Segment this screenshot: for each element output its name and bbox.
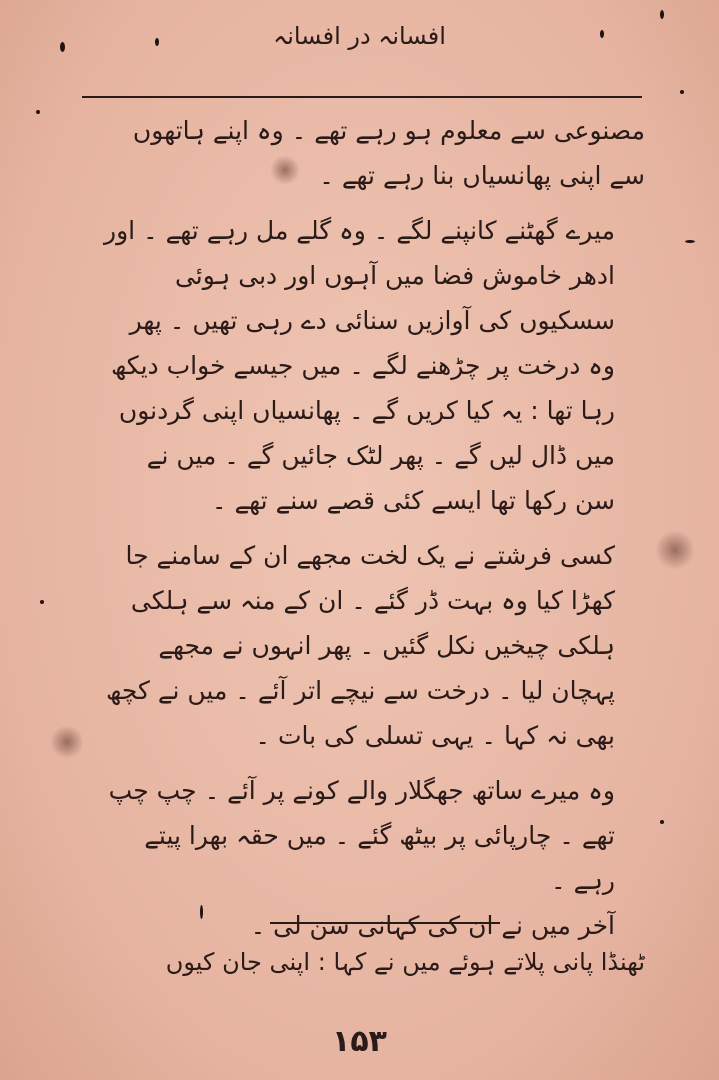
ink-spot <box>155 38 159 46</box>
paragraph: آخر میں نے ان کی کہانی سن لی ۔ <box>250 911 615 940</box>
ink-spot <box>600 30 604 38</box>
paragraph: میرے گھٹنے کانپنے لگے ۔ وہ گلے مل رہے تھے ۔ اور ادھر خاموش فضا میں آہوں اور دبی ہوئی سسکیوں کی آوازیں سنائی دے رہی تھیں ۔ پھر وہ درخت پر چڑھنے لگے ۔ میں جیسے خواب دیکھ رہا تھا : یہ کیا کریں گے ۔ پھانسیاں اپنی گردنوں میں ڈال لیں گے ۔ پھر لٹک جائیں گے ۔ میں نے سن رکھا تھا ایسے کئی قصے سنے تھے ۔ <box>104 216 615 515</box>
running-header: افسانہ در افسانہ <box>273 22 446 50</box>
ink-spot <box>660 10 664 19</box>
header-rule <box>82 96 642 98</box>
ink-spot <box>680 90 684 94</box>
paragraph: وہ میرے ساتھ جھگلار والے کونے پر آئے ۔ چپ چپ تھے ۔ چارپائی پر بیٹھ گئے ۔ میں حقہ بھرا پیتے رہے ۔ <box>108 776 615 895</box>
ink-spot <box>40 600 44 604</box>
ink-spot <box>60 42 65 52</box>
stain <box>270 155 300 185</box>
footnote-rule <box>270 922 500 924</box>
page-number: ۱۵۳ <box>332 1024 387 1059</box>
ink-spot <box>685 240 695 243</box>
stain <box>50 725 84 759</box>
main-text <box>100 108 645 948</box>
stain <box>655 530 695 570</box>
paragraph: کسی فرشتے نے یک لخت مجھے ان کے سامنے جا کھڑا کیا وہ بہت ڈر گئے ۔ ان کے منہ سے ہلکی ہلکی چیخیں نکل گئیں ۔ پھر انہوں نے مجھے پہچان لیا ۔ درخت سے نیچے اتر آئے ۔ میں نے کچھ بھی نہ کہا ۔ یہی تسلی کی بات ۔ <box>106 541 615 750</box>
ink-spot <box>660 820 664 824</box>
ink-spot <box>200 905 203 919</box>
ink-spot <box>36 110 40 114</box>
paragraph: مصنوعی سے معلوم ہو رہے تھے ۔ وہ اپنے ہاتھوں سے اپنی پھانسیاں بنا رہے تھے ۔ <box>132 116 645 190</box>
footnote: ٹھنڈا پانی پلاتے ہوئے میں نے کہا : اپنی جان کیوں <box>165 948 645 976</box>
